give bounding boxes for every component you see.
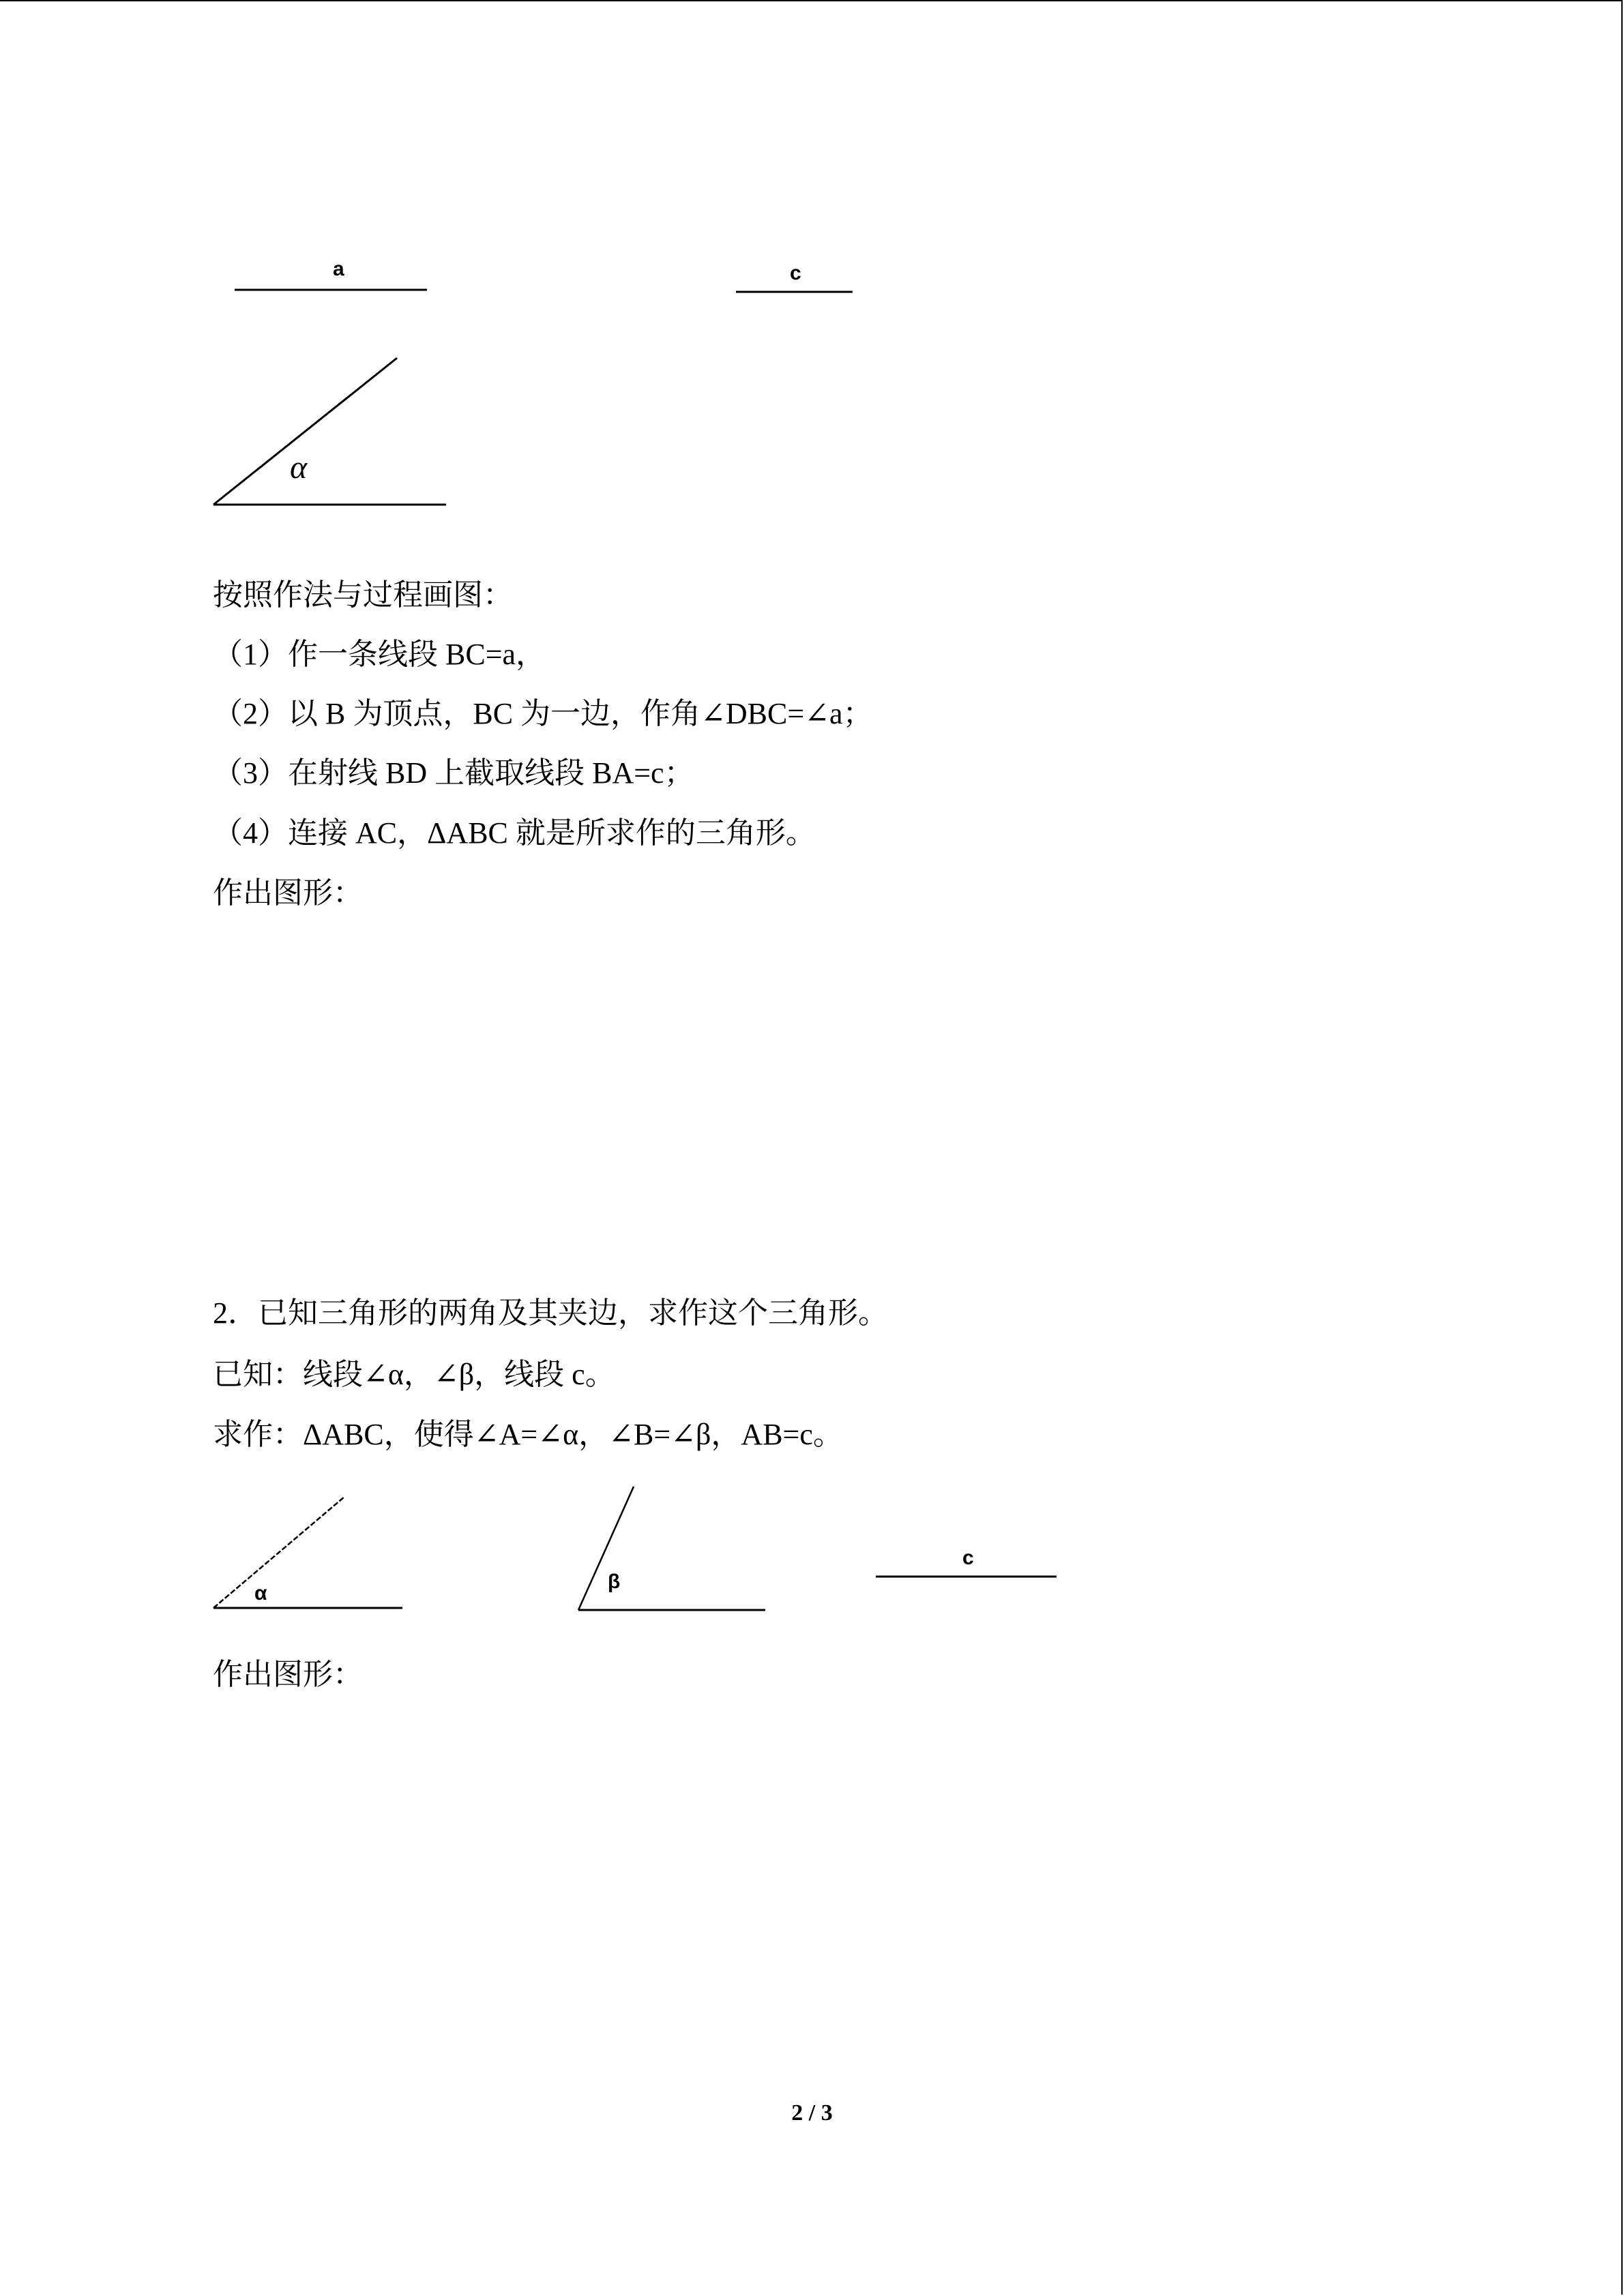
section1-intro: 按照作法与过程画图： — [213, 578, 513, 612]
angle-alpha-label: α — [290, 449, 308, 486]
segment-c-label: c — [790, 262, 801, 284]
section2-given: 已知：线段∠α，∠β，线段 c。 — [213, 1358, 615, 1391]
segment-a-label: a — [333, 258, 344, 280]
segment2-c-label: c — [962, 1547, 974, 1569]
angle2-alpha-label: α — [254, 1582, 267, 1605]
angle2-alpha-ray — [213, 1497, 344, 1608]
section1-step-3: （3）在射线 BD 上截取线段 BA=c； — [213, 756, 694, 790]
section1-step-2: （2）以 B 为顶点，BC 为一边，作角∠DBC=∠a； — [213, 697, 873, 730]
angle2-beta-label: β — [608, 1570, 621, 1593]
section2-problem: 2．已知三角形的两角及其夹边，求作这个三角形。 — [213, 1296, 888, 1330]
section1-draw-prompt: 作出图形： — [213, 876, 363, 910]
section1-step-4: （4）连接 AC，ΔABC 就是所求作的三角形。 — [213, 816, 816, 850]
section1-step-1: （1）作一条线段 BC=a， — [213, 638, 546, 671]
page-number: 2 / 3 — [791, 2100, 833, 2126]
section2-draw-prompt: 作出图形： — [213, 1658, 363, 1691]
section2-required: 求作：ΔABC，使得∠A=∠α，∠B=∠β，AB=c。 — [213, 1418, 843, 1451]
angle2-beta-ray — [578, 1487, 634, 1610]
